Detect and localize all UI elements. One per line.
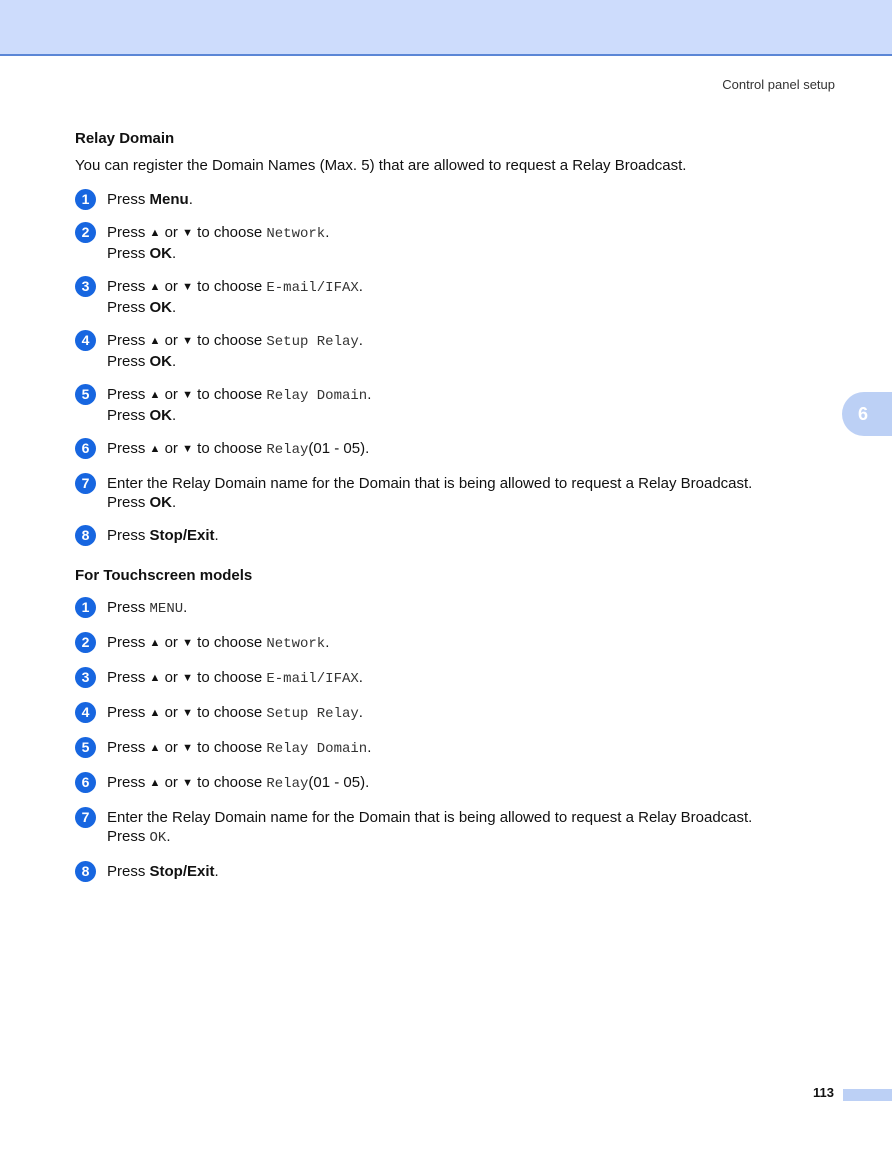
down-arrow-icon: ▼ (182, 777, 193, 789)
down-arrow-icon: ▼ (182, 443, 193, 455)
step-2: 2 Press ▲ or ▼ to choose Network. Press OK. (75, 223, 835, 263)
step-5: 5 Press ▲ or ▼ to choose Relay Domain. (75, 738, 835, 759)
down-arrow-icon: ▼ (182, 335, 193, 347)
up-arrow-icon: ▲ (149, 335, 161, 347)
step-number: 2 (75, 632, 96, 653)
menu-item: E-mail/IFAX (266, 280, 359, 296)
steps-list-touchscreen (75, 598, 835, 881)
step-6: 6 Press ▲ or ▼ to choose Relay(01 - 05). (75, 773, 835, 794)
section-title-touchscreen: For Touchscreen models (75, 567, 253, 584)
page-content (75, 130, 835, 881)
key-name: OK (149, 353, 173, 370)
up-arrow-icon: ▲ (149, 281, 161, 293)
up-arrow-icon: ▲ (149, 742, 161, 754)
step-number: 7 (75, 473, 96, 494)
key-name: Stop/Exit (149, 527, 215, 544)
step-number: 1 (75, 597, 96, 618)
step-number: 5 (75, 737, 96, 758)
step-number: 4 (75, 702, 96, 723)
key-name: OK (149, 299, 173, 316)
down-arrow-icon: ▼ (182, 672, 193, 684)
key-name: Stop/Exit (149, 863, 215, 880)
key-name: OK (149, 407, 173, 424)
step-3: 3 Press ▲ or ▼ to choose E-mail/IFAX. Press OK. (75, 277, 835, 317)
step-6: 6 Press ▲ or ▼ to choose Relay(01 - 05). (75, 439, 835, 460)
step-1: 1 Press Menu. (75, 190, 835, 209)
key-name: OK (149, 245, 173, 262)
step-8: 8 Press Stop/Exit. (75, 862, 835, 881)
step-7: 7 Enter the Relay Domain name for the Domain that is being allowed to request a Relay Broadcast. Press OK. (75, 474, 835, 512)
step-number: 3 (75, 667, 96, 688)
step-text: Enter the Relay Domain name for the Domain that is being allowed to request a Relay Broadcast. (107, 475, 753, 492)
step-3: 3 Press ▲ or ▼ to choose E-mail/IFAX. (75, 668, 835, 689)
up-arrow-icon: ▲ (149, 707, 161, 719)
step-8: 8 Press Stop/Exit. (75, 526, 835, 545)
down-arrow-icon: ▼ (182, 281, 193, 293)
down-arrow-icon: ▼ (182, 389, 193, 401)
up-arrow-icon: ▲ (149, 777, 161, 789)
step-number: 1 (75, 189, 96, 210)
step-5: 5 Press ▲ or ▼ to choose Relay Domain. Press OK. (75, 385, 835, 425)
step-1: 1 Press MENU. (75, 598, 835, 619)
menu-item: E-mail/IFAX (266, 671, 359, 687)
step-text: Enter the Relay Domain name for the Domain that is being allowed to request a Relay Broadcast. (107, 809, 753, 826)
menu-item: Network (266, 226, 326, 242)
running-head: Control panel setup (722, 77, 835, 92)
up-arrow-icon: ▲ (149, 672, 161, 684)
step-number: 8 (75, 861, 96, 882)
down-arrow-icon: ▼ (182, 637, 193, 649)
down-arrow-icon: ▼ (182, 227, 193, 239)
menu-item: Relay Domain (266, 388, 368, 404)
chapter-tab: 6 (842, 392, 892, 436)
up-arrow-icon: ▲ (149, 637, 161, 649)
up-arrow-icon: ▲ (149, 389, 161, 401)
page-number: 113 (813, 1085, 834, 1100)
menu-item: Relay (266, 442, 309, 458)
step-number: 6 (75, 438, 96, 459)
step-7: 7 Enter the Relay Domain name for the Domain that is being allowed to request a Relay Broadcast. Press OK. (75, 808, 835, 848)
step-number: 4 (75, 330, 96, 351)
down-arrow-icon: ▼ (182, 742, 193, 754)
section-intro: You can register the Domain Names (Max. 5) that are allowed to request a Relay Broadcast. (75, 157, 687, 174)
step-number: 5 (75, 384, 96, 405)
key-name: Menu (149, 191, 189, 208)
steps-list-relay-domain (75, 190, 835, 545)
step-number: 6 (75, 772, 96, 793)
key-name: OK (149, 494, 173, 511)
up-arrow-icon: ▲ (149, 227, 161, 239)
key-name: OK (149, 830, 167, 846)
up-arrow-icon: ▲ (149, 443, 161, 455)
step-number: 3 (75, 276, 96, 297)
step-number: 7 (75, 807, 96, 828)
key-name: MENU (149, 601, 184, 617)
menu-item: Relay Domain (266, 741, 368, 757)
step-number: 2 (75, 222, 96, 243)
menu-item: Network (266, 636, 326, 652)
footer-band (843, 1089, 892, 1101)
header-band (0, 0, 892, 56)
section-title-relay-domain: Relay Domain (75, 130, 175, 147)
menu-item: Setup Relay (266, 334, 359, 350)
menu-item: Relay (266, 776, 309, 792)
step-4: 4 Press ▲ or ▼ to choose Setup Relay. Press OK. (75, 331, 835, 371)
step-2: 2 Press ▲ or ▼ to choose Network. (75, 633, 835, 654)
step-number: 8 (75, 525, 96, 546)
step-4: 4 Press ▲ or ▼ to choose Setup Relay. (75, 703, 835, 724)
down-arrow-icon: ▼ (182, 707, 193, 719)
menu-item: Setup Relay (266, 706, 359, 722)
